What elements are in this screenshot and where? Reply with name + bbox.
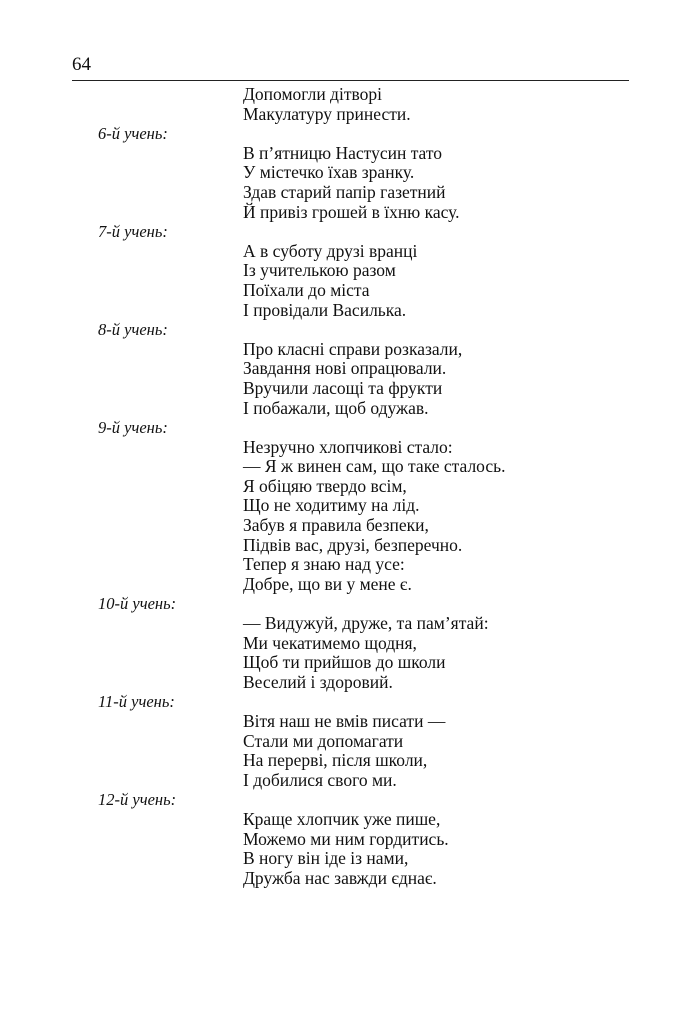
- poem-line: — Видужуй, друже, та пам’ятай:: [243, 613, 489, 634]
- poem-line: Поїхали до міста: [243, 279, 370, 300]
- poem-line: В п’ятницю Настусин тато: [243, 142, 443, 163]
- poem-line: І побажали, щоб одужав.: [243, 397, 429, 418]
- poem-line: Із учителькою разом: [243, 260, 396, 281]
- poem-line: Краще хлопчик уже пише,: [243, 808, 441, 829]
- poem-line: Підвів вас, друзі, безперечно.: [243, 534, 463, 555]
- speaker-label: 6-й учень:: [98, 124, 168, 144]
- speaker-label: 8-й учень:: [98, 320, 168, 340]
- page-number: 64: [72, 54, 91, 75]
- poem-line: В ногу він іде із нами,: [243, 848, 409, 869]
- poem-line: Незручно хлопчикові стало:: [243, 436, 453, 457]
- poem-line: Завдання нові опрацювали.: [243, 358, 447, 379]
- poem-line: Стали ми допомагати: [243, 730, 404, 751]
- poem-line: На перерві, після школи,: [243, 750, 428, 771]
- poem-body: [0, 85, 697, 888]
- speaker-label: 11-й учень:: [98, 692, 175, 712]
- poem-line: У містечко їхав зранку.: [243, 162, 415, 183]
- poem-line: Щоб ти прийшов до школи: [243, 652, 446, 673]
- poem-line: Веселий і здоровий.: [243, 671, 393, 692]
- poem-line: — Я ж винен сам, що таке сталось.: [243, 456, 506, 477]
- poem-line: Макулатуру принести.: [243, 103, 411, 124]
- speaker-label: 10-й учень:: [98, 594, 177, 614]
- poem-line: І добилися свого ми.: [243, 769, 397, 790]
- poem-line: І провідали Василька.: [243, 299, 407, 320]
- poem-line: Вітя наш не вмів писати —: [243, 711, 446, 731]
- poem-line: Дружба нас завжди єднає.: [243, 867, 437, 888]
- poem-line: А в суботу друзі вранці: [243, 240, 418, 261]
- poem-line: Ми чекатимемо щодня,: [243, 632, 417, 653]
- poem-line: Що не ходитиму на лід.: [243, 495, 420, 516]
- poem-line: Забув я правила безпеки,: [243, 515, 429, 536]
- poem-line: Допомогли дітворі: [243, 84, 382, 104]
- poem-line: Тепер я знаю над усе:: [243, 554, 405, 575]
- poem-line: Я обіцяю твердо всім,: [243, 475, 407, 496]
- header-rule: [72, 80, 629, 81]
- poem-line: Вручили ласощі та фрукти: [243, 377, 443, 398]
- poem-line: Й привіз грошей в їхню касу.: [243, 201, 460, 222]
- speaker-label: 12-й учень:: [98, 790, 177, 810]
- speaker-label: 7-й учень:: [98, 222, 168, 242]
- speaker-label: 9-й учень:: [98, 418, 168, 438]
- poem-line: Про класні справи розказали,: [243, 338, 463, 359]
- poem-line: Здав старий папір газетний: [243, 181, 446, 202]
- poem-line: Можемо ми ним гордитись.: [243, 828, 449, 849]
- poem-line: Добре, що ви у мене є.: [243, 573, 412, 594]
